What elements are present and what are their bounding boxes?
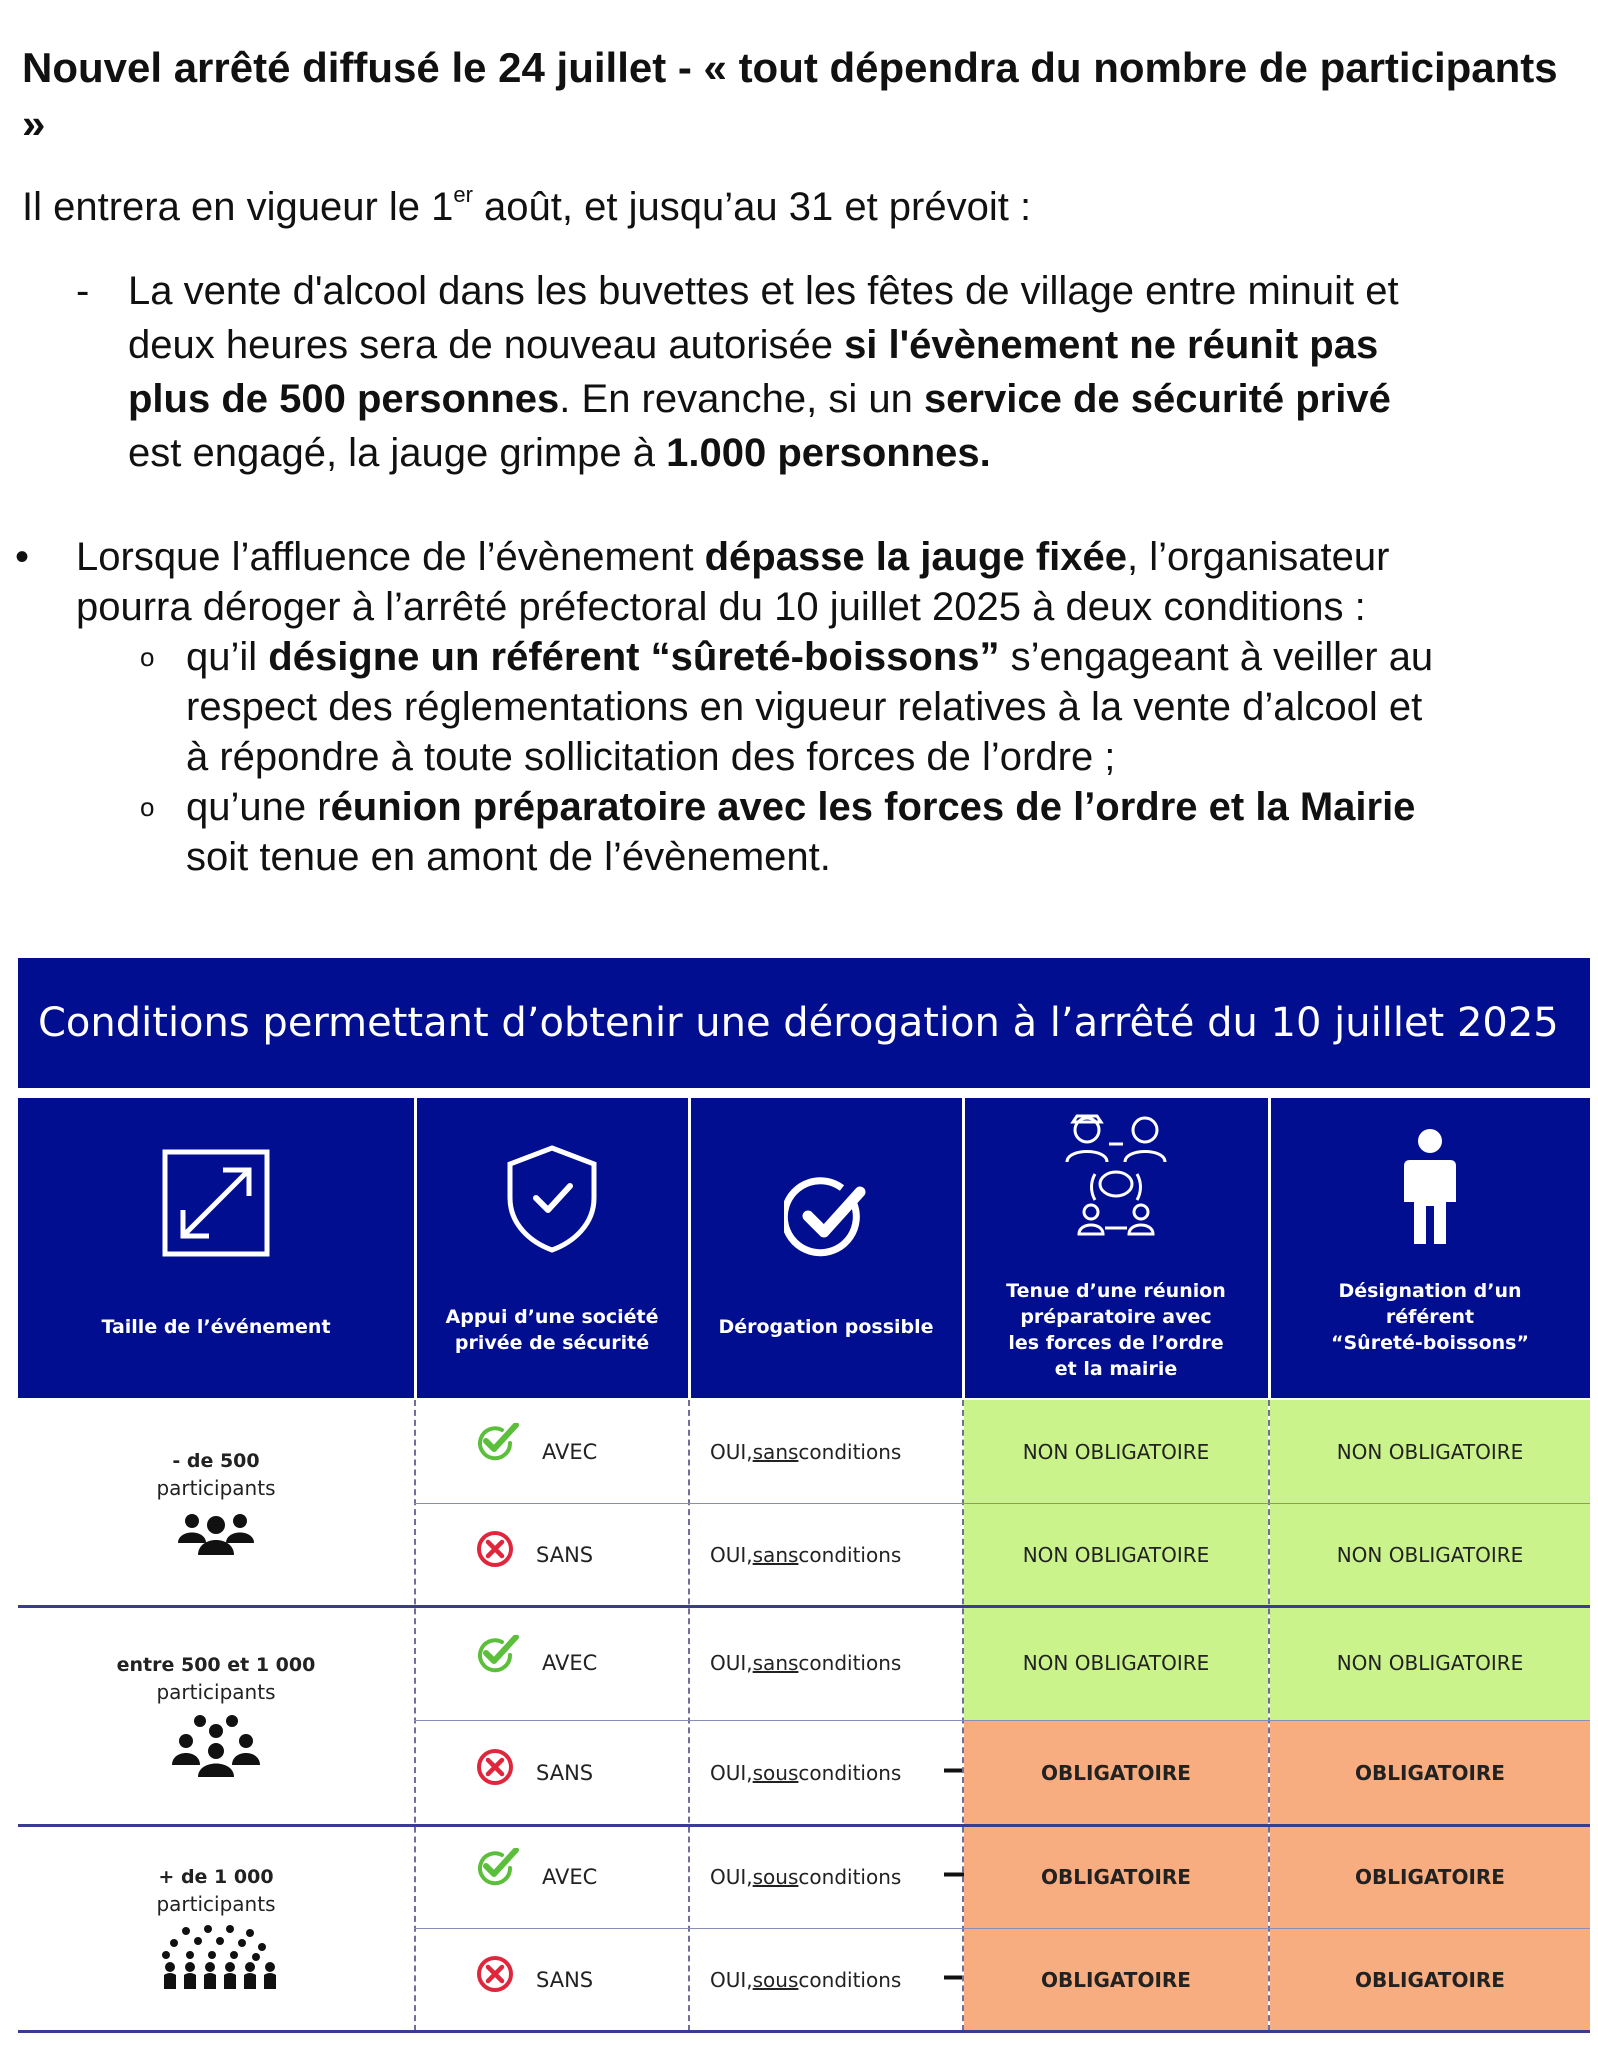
check-icon	[476, 1848, 520, 1893]
bullet-line-1-post: , l’organisateur	[1127, 535, 1390, 579]
size-sub: participants	[156, 1892, 276, 1916]
dash-line-2	[128, 318, 1596, 372]
derog-underlined: sans	[752, 1651, 799, 1675]
sub-2-pre: qu’une r	[186, 785, 331, 829]
row-divider	[414, 1720, 1590, 1721]
header-reunion-l1: Tenue d’une réunion	[1006, 1280, 1226, 1302]
size-sub: participants	[156, 1476, 276, 1500]
appui-label: SANS	[536, 1760, 594, 1785]
header-appui-l1: Appui d’une société	[445, 1306, 659, 1328]
reunion-cell: NON OBLIGATOIRE	[964, 1606, 1268, 1720]
appui-cell	[414, 1503, 688, 1606]
referent-cell: OBLIGATOIRE	[1270, 1825, 1590, 1928]
cross-icon	[476, 1748, 514, 1791]
bullet-marker: •	[14, 535, 29, 579]
group-divider	[18, 2030, 1590, 2033]
header-size	[18, 1098, 414, 1398]
event-size-cell	[18, 1400, 414, 1606]
sub-1-line-3: à répondre à toute sollicitation des forces de l’ordre ;	[186, 735, 1116, 779]
column-divider	[414, 1400, 416, 2031]
derog-post: conditions	[798, 1967, 902, 1992]
group-divider	[18, 1824, 1590, 1827]
sub-1-line-1	[186, 632, 1598, 682]
appui-label: AVEC	[542, 1864, 598, 1889]
size-sub: participants	[156, 1679, 276, 1704]
derog-pre: OUI,	[710, 1542, 753, 1567]
check-icon	[476, 1423, 520, 1468]
check-icon	[476, 1635, 520, 1680]
header-derog-label	[690, 1314, 962, 1340]
group-divider	[18, 1605, 1590, 1608]
event-size-cell	[18, 1825, 414, 2031]
size-label: - de 500	[172, 1450, 260, 1472]
dash-marker: -	[76, 269, 90, 313]
derog-post: conditions	[798, 1542, 902, 1567]
reunion-cell: NON OBLIGATOIRE	[964, 1503, 1268, 1606]
intro-before: Il entrera en vigueur le 1	[22, 185, 454, 229]
cross-icon	[476, 1530, 514, 1573]
header-derog-text: Dérogation possible	[718, 1316, 934, 1338]
dash-line-3-mid: . En revanche, si un	[559, 377, 924, 421]
dash-line-2-bold: si l'évènement ne réunit pas	[844, 323, 1379, 367]
size-label: entre 500 et 1 000	[116, 1653, 316, 1676]
sub-item-1	[140, 632, 1598, 782]
dash-list-item	[76, 264, 1596, 480]
reunion-cell: OBLIGATOIRE	[964, 1825, 1268, 1928]
dash-line-1-text: La vente d'alcool dans les buvettes et les fêtes de village entre minuit et	[128, 269, 1399, 313]
dash-line-3	[128, 372, 1596, 426]
appui-cell	[414, 1400, 688, 1503]
derog-underlined: sous	[752, 1760, 799, 1785]
appui-value	[476, 1961, 593, 1998]
referent-cell: NON OBLIGATOIRE	[1270, 1503, 1590, 1606]
appui-value	[476, 1754, 593, 1791]
referent-cell: NON OBLIGATOIRE	[1270, 1606, 1590, 1720]
header-appui-l2: privée de sécurité	[454, 1332, 650, 1354]
sub-marker-1: o	[140, 642, 155, 672]
column-divider	[688, 1400, 690, 2031]
cross-icon	[476, 1955, 514, 1998]
header-reunion-l4: et la mairie	[1054, 1358, 1178, 1380]
row-divider	[414, 1928, 1590, 1929]
derog-underlined: sans	[752, 1542, 799, 1567]
header-reunion-l3: les forces de l’ordre	[1008, 1332, 1224, 1354]
derogation-cell	[688, 1606, 962, 1720]
sub-2-line-1	[186, 782, 1598, 832]
resize-icon	[18, 1148, 414, 1258]
people-icon	[156, 1925, 276, 1993]
derog-underlined: sous	[752, 1864, 799, 1889]
derogation-cell	[688, 1503, 962, 1606]
appui-value	[476, 1435, 597, 1468]
derogation-cell	[688, 1400, 962, 1503]
sub-1-pre: qu’il	[186, 635, 269, 679]
derog-post: conditions	[798, 1651, 902, 1675]
derog-pre: OUI,	[710, 1864, 753, 1889]
appui-label: AVEC	[542, 1651, 598, 1675]
derog-post: conditions	[798, 1760, 902, 1785]
sub-2-bold: éunion préparatoire avec les forces de l’ordre et la Mairie	[330, 785, 1416, 829]
sub-1-line-2: respect des réglementations en vigueur relatives à la vente d’alcool et	[186, 685, 1423, 729]
reunion-cell: OBLIGATOIRE	[964, 1720, 1268, 1825]
sub-item-2	[140, 782, 1598, 882]
header-separator	[414, 1098, 417, 1398]
derog-underlined: sans	[752, 1439, 799, 1464]
appui-value	[476, 1536, 593, 1573]
dash-line-4-bold: 1.000 personnes.	[666, 431, 991, 475]
sub-marker-2: o	[140, 792, 155, 822]
header-referent	[1270, 1098, 1590, 1398]
derog-pre: OUI,	[710, 1651, 753, 1675]
intro-paragraph	[22, 182, 1031, 232]
appui-value	[476, 1647, 597, 1680]
referent-cell: NON OBLIGATOIRE	[1270, 1400, 1590, 1503]
bullet-line-1-pre: Lorsque l’affluence de l’évènement	[76, 535, 705, 579]
people-icon	[170, 1713, 262, 1781]
appui-cell	[414, 1606, 688, 1720]
referent-cell: OBLIGATOIRE	[1270, 1720, 1590, 1825]
bullet-line-1-bold: dépasse la jauge fixée	[704, 535, 1128, 579]
appui-cell	[414, 1928, 688, 2031]
dash-line-4	[128, 426, 1596, 480]
derog-pre: OUI,	[710, 1967, 753, 1992]
person-icon	[1270, 1128, 1590, 1246]
derog-pre: OUI,	[710, 1439, 753, 1464]
header-appui-label	[416, 1304, 688, 1356]
shield-check-icon	[416, 1142, 688, 1254]
appui-cell	[414, 1720, 688, 1825]
header-row	[18, 1098, 1590, 1398]
dash-line-3-bold2: service de sécurité privé	[923, 377, 1391, 421]
derog-underlined: sous	[752, 1967, 799, 1992]
derogation-cell	[688, 1928, 962, 2031]
header-size-label	[18, 1314, 414, 1340]
sub-1-post: s’engageant à veiller au	[999, 635, 1434, 679]
header-referent-l1: Désignation d’un	[1338, 1280, 1522, 1302]
infographic-banner: Conditions permettant d’obtenir une dérogation à l’arrêté du 10 juillet 2025	[18, 958, 1590, 1088]
header-separator	[962, 1098, 965, 1398]
header-reunion-l2: préparatoire avec	[1020, 1306, 1212, 1328]
appui-cell	[414, 1825, 688, 1928]
header-derog	[690, 1098, 962, 1398]
header-referent-l2: référent	[1385, 1306, 1475, 1328]
sub-1-bold: désigne un référent “sûreté-boissons”	[268, 635, 1000, 679]
dash-line-2-pre: deux heures sera de nouveau autorisée	[128, 323, 845, 367]
column-divider	[962, 1400, 964, 2031]
bullet-line-1	[76, 532, 1598, 582]
derogation-cell	[688, 1825, 962, 1928]
derogation-infographic	[18, 958, 1590, 2056]
header-appui	[416, 1098, 688, 1398]
referent-cell: OBLIGATOIRE	[1270, 1928, 1590, 2031]
appui-label: SANS	[536, 1542, 594, 1567]
row-divider	[414, 1503, 1590, 1504]
bullet-list-item	[12, 532, 1598, 882]
header-reunion	[964, 1098, 1268, 1398]
header-referent-l3: “Sûreté-boissons”	[1331, 1332, 1529, 1354]
appui-value	[476, 1860, 597, 1893]
dash-line-3-bold1: plus de 500 personnes	[128, 377, 560, 421]
dash-line-4-pre: est engagé, la jauge grimpe à	[128, 431, 667, 475]
header-size-text: Taille de l’événement	[101, 1316, 331, 1338]
size-label: + de 1 000	[158, 1866, 274, 1888]
people-icon	[175, 1509, 257, 1559]
header-referent-label	[1270, 1278, 1590, 1356]
dash-line-1	[128, 264, 1596, 318]
derog-pre: OUI,	[710, 1760, 753, 1785]
header-separator	[1268, 1098, 1271, 1398]
bullet-line-2: pourra déroger à l’arrêté préfectoral du 10 juillet 2025 à deux conditions :	[76, 585, 1366, 629]
reunion-cell: OBLIGATOIRE	[964, 1928, 1268, 2031]
event-size-cell	[18, 1606, 414, 1825]
derog-post: conditions	[798, 1439, 902, 1464]
appui-label: SANS	[536, 1967, 594, 1992]
reunion-cell: NON OBLIGATOIRE	[964, 1400, 1268, 1503]
header-reunion-label	[964, 1278, 1268, 1382]
meeting-icon	[964, 1110, 1268, 1240]
derogation-cell	[688, 1720, 962, 1825]
header-separator	[688, 1098, 691, 1398]
intro-sup: er	[453, 182, 473, 207]
article-heading: Nouvel arrêté diffusé le 24 juillet - « tout dépendra du nombre de participants »	[22, 44, 1558, 147]
sub-2-line-2: soit tenue en amont de l’évènement.	[186, 835, 831, 879]
derog-post: conditions	[798, 1864, 902, 1889]
column-divider	[1268, 1400, 1270, 2031]
circle-check-icon	[690, 1176, 962, 1260]
intro-after: août, et jusqu’au 31 et prévoit :	[472, 185, 1032, 229]
appui-label: AVEC	[542, 1439, 598, 1464]
